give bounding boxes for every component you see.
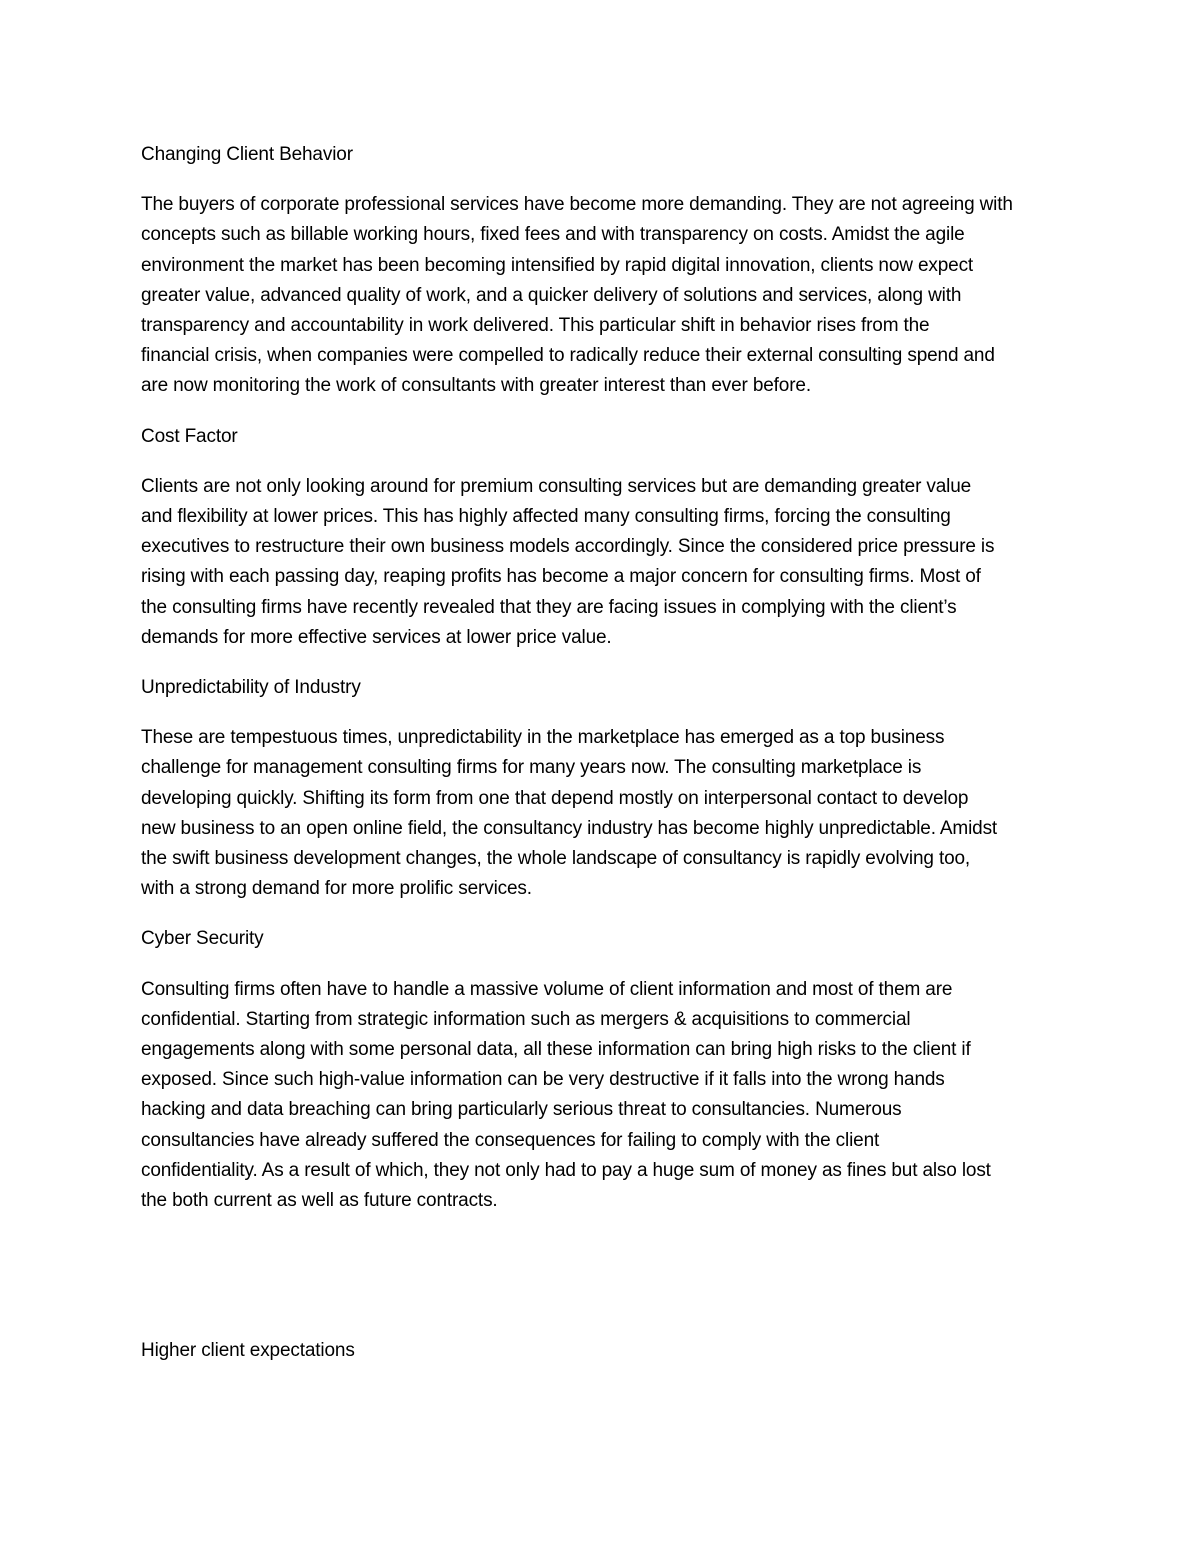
section-paragraph (141, 975, 1066, 1217)
paragraph-line: are now monitoring the work of consultants with greater interest than ever before. (141, 375, 811, 397)
paragraph-line: executives to restructure their own business models accordingly. Since the considered price pressure is (141, 536, 995, 558)
paragraph-line: exposed. Since such high-value information can be very destructive if it falls into the wrong hands (141, 1069, 945, 1091)
paragraph-line: consultancies have already suffered the consequences for failing to comply with the client (141, 1129, 880, 1151)
paragraph-line: engagements along with some personal data, all these information can bring high risks to the client if (141, 1039, 971, 1061)
section-heading: Higher client expectations (141, 1340, 355, 1361)
section-heading: Changing Client Behavior (141, 144, 353, 165)
paragraph-line: greater value, advanced quality of work, and a quicker delivery of solutions and services, along with (141, 284, 962, 306)
section-paragraph (141, 190, 1066, 401)
paragraph-line: financial crisis, when companies were compelled to radically reduce their external consulting spend and (141, 345, 995, 367)
paragraph-line: hacking and data breaching can bring particularly serious threat to consultancies. Numerous (141, 1099, 902, 1121)
paragraph-line: concepts such as billable working hours, fixed fees and with transparency on costs. Amidst the agile (141, 224, 965, 246)
paragraph-line: rising with each passing day, reaping profits has become a major concern for consulting firms. Most of (141, 566, 981, 588)
paragraph-line: demands for more effective services at lower price value. (141, 626, 612, 648)
paragraph-line: confidentiality. As a result of which, they not only had to pay a huge sum of money as fines but also lost (141, 1159, 991, 1181)
section-paragraph (141, 723, 1066, 904)
paragraph-line: environment the market has been becoming intensified by rapid digital innovation, clients now expect (141, 254, 974, 276)
section-heading: Cyber Security (141, 928, 264, 950)
document-body (141, 140, 1066, 1236)
paragraph-line: new business to an open online field, the consultancy industry has become highly unpredictable. Amidst (141, 817, 998, 839)
paragraph-line: with a strong demand for more prolific services. (141, 878, 532, 900)
paragraph-line: the both current as well as future contracts. (141, 1190, 498, 1212)
paragraph-line: developing quickly. Shifting its form from one that depend mostly on interpersonal contact to develop (141, 787, 969, 809)
paragraph-line: transparency and accountability in work delivered. This particular shift in behavior rises from the (141, 315, 930, 337)
section-paragraph (141, 472, 1066, 653)
paragraph-line: the consulting firms have recently revealed that they are facing issues in complying with the client’s (141, 596, 957, 618)
paragraph-line: The buyers of corporate professional services have become more demanding. They are not agreeing with (141, 194, 1013, 216)
paragraph-line: challenge for management consulting firms for many years now. The consulting marketplace is (141, 757, 922, 779)
section-heading: Cost Factor (141, 425, 238, 447)
paragraph-line: These are tempestuous times, unpredictability in the marketplace has emerged as a top business (141, 727, 945, 749)
paragraph-line: confidential. Starting from strategic information such as mergers & acquisitions to commercial (141, 1008, 911, 1030)
section-heading: Unpredictability of Industry (141, 677, 361, 699)
paragraph-line: Clients are not only looking around for premium consulting services but are demanding greater value (141, 475, 972, 497)
paragraph-line: the swift business development changes, the whole landscape of consultancy is rapidly evolving too, (141, 848, 971, 870)
paragraph-line: Consulting firms often have to handle a massive volume of client information and most of them are (141, 978, 953, 1000)
paragraph-line: and flexibility at lower prices. This has highly affected many consulting firms, forcing the consulting (141, 506, 951, 528)
